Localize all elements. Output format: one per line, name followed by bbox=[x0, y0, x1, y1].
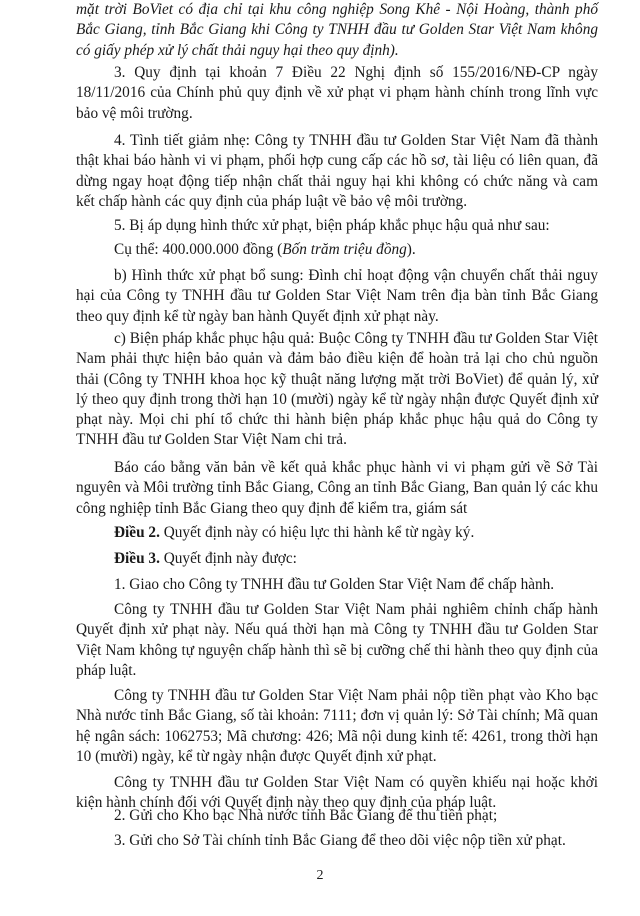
paragraph-compliance: Công ty TNHH đầu tư Golden Star Việt Nam phải nghiêm chỉnh chấp hành Quyết định xử phạt này. Nếu quá thời hạn mà Công ty TNHH đầu tư Golden Star Việt Nam không tự nguyện chấp hành thì sẽ bị cưỡng chế thi hành theo quy định của pháp luật. bbox=[76, 601, 598, 679]
article-3-heading: Điều 3. bbox=[114, 550, 160, 567]
paragraph-clause-3: 3. Quy định tại khoản 7 Điều 22 Nghị định số 155/2016/NĐ-CP ngày 18/11/2016 của Chính phủ quy định về xử phạt vi phạm hành chính trong lĩnh vực bảo vệ môi trường. bbox=[76, 64, 598, 122]
paragraph-item-2: 2. Gửi cho Kho bạc Nhà nước tỉnh Bắc Giang để thu tiền phạt; bbox=[114, 807, 498, 824]
paragraph-fine-amount bbox=[76, 240, 598, 260]
paragraph-item-3: 3. Gửi cho Sở Tài chính tỉnh Bắc Giang để theo dõi việc nộp tiền xử phạt. bbox=[114, 832, 566, 849]
paragraph-penalty-form: 5. Bị áp dụng hình thức xử phạt, biện pháp khắc phục hậu quả như sau: bbox=[114, 217, 550, 234]
page-number: 2 bbox=[316, 868, 324, 883]
paragraph-payment: Công ty TNHH đầu tư Golden Star Việt Nam phải nộp tiền phạt vào Kho bạc Nhà nước tỉnh Bắc Giang, số tài khoản: 7111; đơn vị quản lý: Sở Tài chính; Mã quan hệ ngân sách: 1062753; Mã chương: 426; Mã nội dung kinh tế: 4261, trong thời hạn 10 (mười) ngày, kể từ ngày nhận được Quyết định xử phạt. bbox=[76, 687, 598, 765]
article-2-text: Quyết định này có hiệu lực thi hành kể từ ngày ký. bbox=[159, 524, 475, 541]
paragraph-article-2 bbox=[76, 523, 598, 543]
article-2-heading: Điều 2. bbox=[114, 524, 160, 541]
paragraph-article-3 bbox=[76, 549, 598, 569]
article-3-text: Quyết định này được: bbox=[159, 550, 297, 567]
paragraph-item-1: 1. Giao cho Công ty TNHH đầu tư Golden Star Việt Nam để chấp hành. bbox=[114, 576, 555, 593]
paragraph-remedial-measures: c) Biện pháp khắc phục hậu quả: Buộc Công ty TNHH đầu tư Golden Star Việt Nam phải thực hiện bảo quản và đảm bảo điều kiện để hoàn trả lại cho chủ nguồn thải (Công ty TNHH khoa học kỹ thuật năng lượng mặt trời BoViet) để quản lý, xử lý theo quy định trong thời hạn 10 (mười) ngày kể từ ngày nhận được Quyết định xử phạt này. Mọi chi phí tổ chức thi hành biện pháp khắc phục hậu quả do Công ty TNHH đầu tư Golden Star Việt Nam chi trả. bbox=[76, 330, 598, 449]
fine-amount-in-words: Bốn trăm triệu đồng bbox=[282, 241, 407, 258]
paragraph-mitigating-circumstances: 4. Tình tiết giảm nhẹ: Công ty TNHH đầu tư Golden Star Việt Nam đã thành thật khai báo hành vi vi phạm, phối hợp cung cấp các hồ sơ, tài liệu có liên quan, đã dừng ngay hoạt động tiếp nhận chất thải nguy hại khi không có chức năng và cam kết chấp hành các quy định của pháp luật về bảo vệ môi trường. bbox=[76, 132, 598, 210]
fine-amount-prefix: Cụ thể: 400.000.000 đồng ( bbox=[114, 241, 283, 258]
fine-amount-suffix: ). bbox=[406, 241, 416, 258]
paragraph-appeal-right: Công ty TNHH đầu tư Golden Star Việt Nam có quyền khiếu nại hoặc khởi kiện hành chính đối với Quyết định này theo quy định của pháp luật. bbox=[76, 774, 598, 812]
paragraph-report: Báo cáo bằng văn bản về kết quả khắc phục hành vi vi phạm gửi về Sở Tài nguyên và Môi trường tỉnh Bắc Giang, Công an tỉnh Bắc Giang, Ban quản lý các khu công nghiệp tỉnh Bắc Giang theo quy định để kiểm tra, giám sát bbox=[76, 459, 598, 517]
paragraph-continuation: mặt trời BoViet có địa chỉ tại khu công nghiệp Song Khê - Nội Hoàng, thành phố Bắc Giang, tỉnh Bắc Giang khi Công ty TNHH đầu tư Golden Star Việt Nam không có giấy phép xử lý chất thải nguy hại theo quy định). bbox=[76, 1, 598, 59]
paragraph-additional-penalty: b) Hình thức xử phạt bổ sung: Đình chỉ hoạt động vận chuyển chất thải nguy hại của Công ty TNHH đầu tư Golden Star Việt Nam trên địa bàn tỉnh Bắc Giang theo quy định kể từ ngày ban hành Quyết định xử phạt này. bbox=[76, 267, 598, 325]
